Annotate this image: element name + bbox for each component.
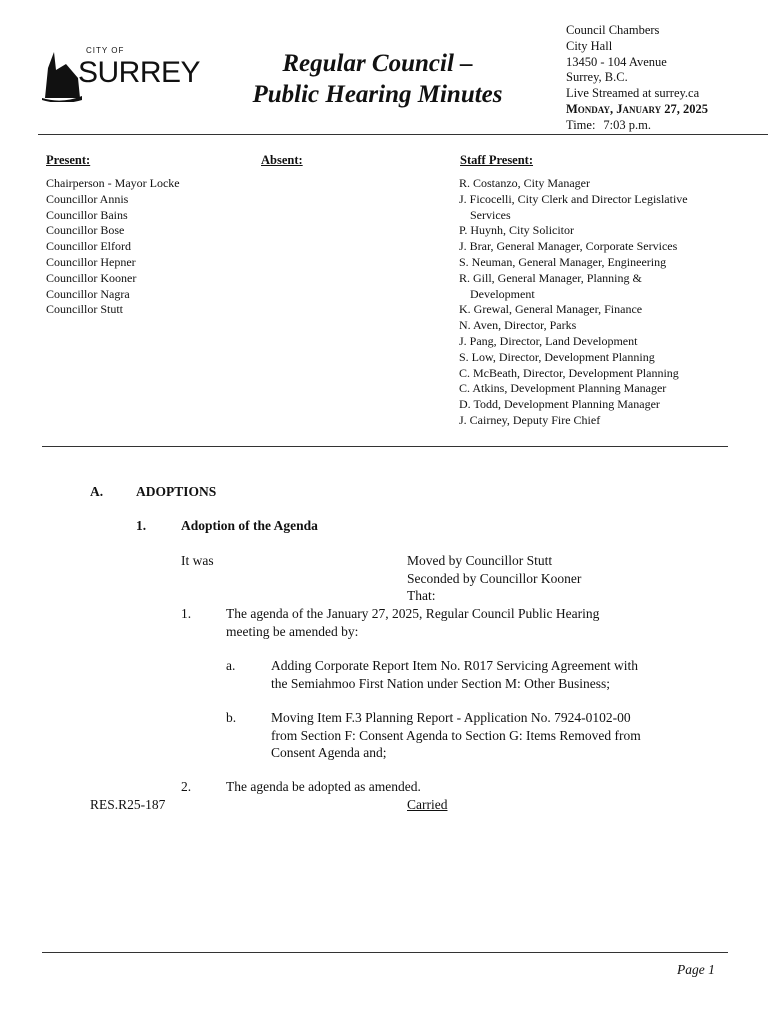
list-item: P. Huynh, City Solicitor xyxy=(459,223,575,238)
info-line-5: Live Streamed at surrey.ca xyxy=(566,86,700,101)
logo-name-text: SURREY xyxy=(78,56,201,89)
list-item: K. Grewal, General Manager, Finance xyxy=(459,302,643,317)
staff-list xyxy=(459,176,688,429)
time-label: Time: xyxy=(566,117,596,132)
list-item: D. Todd, Development Planning Manager xyxy=(459,397,660,412)
point-1-number: 1. xyxy=(181,606,192,621)
time-value: 7:03 p.m. xyxy=(603,117,651,132)
sub-a-line: Adding Corporate Report Item No. R017 Servicing Agreement with xyxy=(271,658,639,673)
staff-heading: Staff Present: xyxy=(460,153,534,167)
present-heading: Present: xyxy=(46,153,91,167)
list-item: Councillor Annis xyxy=(46,191,129,206)
list-item: Development xyxy=(470,286,535,301)
list-item: J. Pang, Director, Land Development xyxy=(459,333,638,348)
sub-b-line: Moving Item F.3 Planning Report - Application No. 7924-0102-00 xyxy=(271,710,631,725)
motion-block xyxy=(407,552,581,605)
list-item: C. Atkins, Development Planning Manager xyxy=(459,381,667,396)
list-item: Councillor Elford xyxy=(46,239,131,254)
list-item: S. Neuman, General Manager, Engineering xyxy=(459,254,667,269)
list-item: R. Gill, General Manager, Planning & xyxy=(459,270,642,285)
list-item: J. Cairney, Deputy Fire Chief xyxy=(459,412,601,427)
item-title: Adoption of the Agenda xyxy=(181,518,318,533)
city-logo xyxy=(42,46,201,102)
section-letter: A. xyxy=(90,484,104,499)
sub-b-line: from Section F: Consent Agenda to Section G: Items Removed from xyxy=(271,727,641,743)
moved-by: Moved by Councillor Stutt xyxy=(407,553,553,568)
list-item: Chairperson - Mayor Locke xyxy=(46,176,180,190)
point-1-line: The agenda of the January 27, 2025, Regular Council Public Hearing xyxy=(226,606,600,621)
list-item: Councillor Stutt xyxy=(46,302,124,317)
sub-b-label: b. xyxy=(226,710,237,725)
info-line-2: City Hall xyxy=(566,38,613,53)
meeting-date: Monday, January 27, 2025 xyxy=(566,101,709,116)
point-2-text: The agenda be adopted as amended. xyxy=(226,779,421,794)
list-item: Councillor Kooner xyxy=(46,270,137,285)
point-1-text xyxy=(226,605,599,640)
footer-divider xyxy=(42,952,728,953)
sub-a-text xyxy=(271,657,638,692)
title-line-1: Regular Council – xyxy=(282,50,473,77)
title-line-2: Public Hearing Minutes xyxy=(252,81,503,108)
attendance-divider xyxy=(42,446,728,447)
list-item: S. Low, Director, Development Planning xyxy=(459,349,655,364)
present-list xyxy=(46,176,180,318)
sub-b-text xyxy=(271,709,641,762)
logo-sail-icon xyxy=(42,48,82,102)
list-item: Services xyxy=(470,207,511,222)
point-2-number: 2. xyxy=(181,779,192,794)
sub-a-line: the Semiahmoo First Nation under Section M: Other Business; xyxy=(271,675,610,691)
meeting-time xyxy=(566,118,708,134)
info-line-1: Council Chambers xyxy=(566,23,660,37)
section-heading: ADOPTIONS xyxy=(136,484,217,499)
header-divider xyxy=(38,134,768,135)
it-was-text: It was xyxy=(181,553,214,568)
list-item: Councillor Nagra xyxy=(46,286,130,301)
list-item: Councillor Bains xyxy=(46,207,128,222)
page-number: Page 1 xyxy=(677,962,715,977)
carried-status: Carried xyxy=(407,797,448,812)
that-label: That: xyxy=(407,588,436,603)
info-line-4: Surrey, B.C. xyxy=(566,70,628,85)
list-item: J. Brar, General Manager, Corporate Services xyxy=(459,239,678,254)
point-1-line: meeting be amended by: xyxy=(226,623,359,639)
logo-city-text: CITY OF xyxy=(86,46,125,55)
document-title xyxy=(200,48,555,110)
sub-b-line: Consent Agenda and; xyxy=(271,745,387,760)
meeting-info xyxy=(566,23,708,134)
list-item: J. Ficocelli, City Clerk and Director Legislative xyxy=(459,191,688,206)
list-item: Councillor Hepner xyxy=(46,254,136,269)
list-item: Councillor Bose xyxy=(46,223,125,238)
list-item: N. Aven, Director, Parks xyxy=(459,318,577,333)
sub-a-label: a. xyxy=(226,658,236,673)
info-line-3: 13450 - 104 Avenue xyxy=(566,54,667,69)
item-number: 1. xyxy=(136,518,147,533)
absent-heading: Absent: xyxy=(261,153,303,167)
list-item: C. McBeath, Director, Development Planning xyxy=(459,365,679,380)
seconded-by: Seconded by Councillor Kooner xyxy=(407,570,582,586)
resolution-number: RES.R25-187 xyxy=(90,797,166,812)
list-item: R. Costanzo, City Manager xyxy=(459,176,590,190)
